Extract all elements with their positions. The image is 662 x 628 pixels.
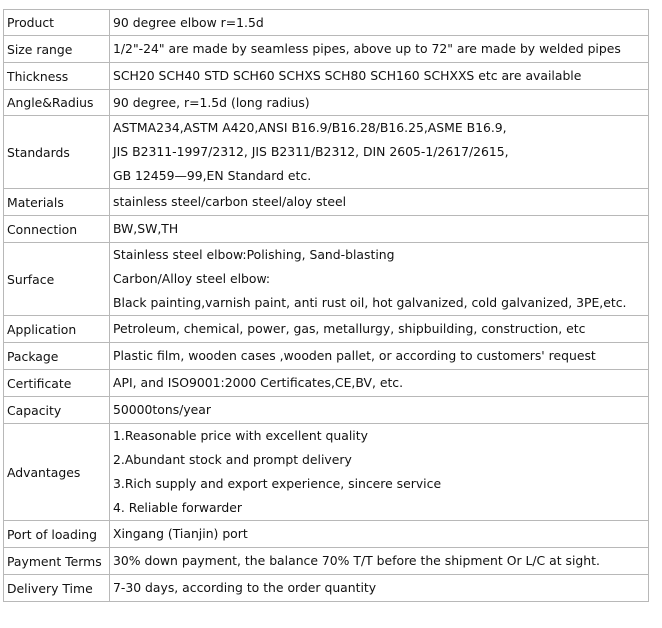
row-label: Standards [4, 116, 110, 189]
value-line: GB 12459—99,EN Standard etc. [113, 168, 312, 183]
value-line: SCH20 SCH40 STD SCH60 SCHXS SCH80 SCH160 SCHXXS etc are available [113, 68, 582, 83]
row-label: Size range [4, 36, 110, 63]
table-row [4, 189, 649, 216]
value-line: Stainless steel elbow:Polishing, Sand-blasting [113, 247, 395, 262]
row-label: Port of loading [4, 521, 110, 548]
row-value [110, 424, 649, 521]
value-line: stainless steel/carbon steel/aloy steel [113, 194, 347, 209]
row-value [110, 36, 649, 63]
row-label: Surface [4, 243, 110, 316]
value-line: 90 degree, r=1.5d (long radius) [113, 94, 310, 110]
table-row [4, 424, 649, 521]
row-value [110, 90, 649, 116]
row-value [110, 10, 649, 36]
table-row [4, 521, 649, 548]
table-row [4, 548, 649, 575]
row-value [110, 243, 649, 316]
row-label: Product [4, 10, 110, 36]
value-line: ASTMA234,ASTM A420,ANSI B16.9/B16.28/B16.25,ASME B16.9, [113, 120, 507, 135]
row-value [110, 316, 649, 343]
value-line: Black painting,varnish paint, anti rust oil, hot galvanized, cold galvanized, 3PE,etc. [113, 295, 627, 310]
value-line: 2.Abundant stock and prompt delivery [113, 452, 352, 467]
value-line: Xingang (Tianjin) port [113, 526, 248, 541]
table-row [4, 116, 649, 189]
value-line: API, and ISO9001:2000 Certificates,CE,BV, etc. [113, 375, 404, 390]
value-line: 3.Rich supply and export experience, sincere service [113, 476, 442, 491]
row-value [110, 216, 649, 243]
table-row [4, 575, 649, 602]
table-row [4, 370, 649, 397]
table-row [4, 90, 649, 116]
row-value [110, 343, 649, 370]
table-row [4, 216, 649, 243]
row-label: Certificate [4, 370, 110, 397]
product-spec-table [3, 9, 649, 602]
value-line: 1.Reasonable price with excellent quality [113, 428, 368, 443]
value-line: 7-30 days, according to the order quantity [113, 580, 377, 595]
row-label: Package [4, 343, 110, 370]
table-row [4, 316, 649, 343]
table-row [4, 36, 649, 63]
table-row [4, 10, 649, 36]
value-line: 4. Reliable forwarder [113, 500, 243, 515]
value-line: Plastic film, wooden cases ,wooden pallet, or according to customers' request [113, 348, 596, 363]
row-label: Capacity [4, 397, 110, 424]
row-value [110, 521, 649, 548]
value-line: Petroleum, chemical, power, gas, metallurgy, shipbuilding, construction, etc [113, 321, 586, 336]
row-value [110, 63, 649, 90]
row-value [110, 116, 649, 189]
row-value [110, 397, 649, 424]
row-label: Thickness [4, 63, 110, 90]
row-value [110, 189, 649, 216]
row-label: Application [4, 316, 110, 343]
row-value [110, 370, 649, 397]
row-label: Connection [4, 216, 110, 243]
table-row [4, 397, 649, 424]
value-line: 50000tons/year [113, 402, 211, 417]
value-line: 1/2"-24" are made by seamless pipes, above up to 72" are made by welded pipes [113, 41, 621, 56]
row-label: Angle&Radius [4, 90, 110, 116]
value-line: BW,SW,TH [113, 221, 179, 236]
row-label: Materials [4, 189, 110, 216]
value-line: 30% down payment, the balance 70% T/T before the shipment Or L/C at sight. [113, 553, 600, 568]
table-row [4, 63, 649, 90]
row-label: Advantages [4, 424, 110, 521]
row-value [110, 548, 649, 575]
row-value [110, 575, 649, 602]
row-label: Payment Terms [4, 548, 110, 575]
value-line: Carbon/Alloy steel elbow: [113, 271, 271, 286]
row-label: Delivery Time [4, 575, 110, 602]
value-line: JIS B2311-1997/2312, JIS B2311/B2312, DIN 2605-1/2617/2615, [113, 144, 509, 159]
table-row [4, 243, 649, 316]
table-row [4, 343, 649, 370]
value-line: 90 degree elbow r=1.5d [113, 14, 264, 30]
spec-table-body [4, 10, 649, 602]
